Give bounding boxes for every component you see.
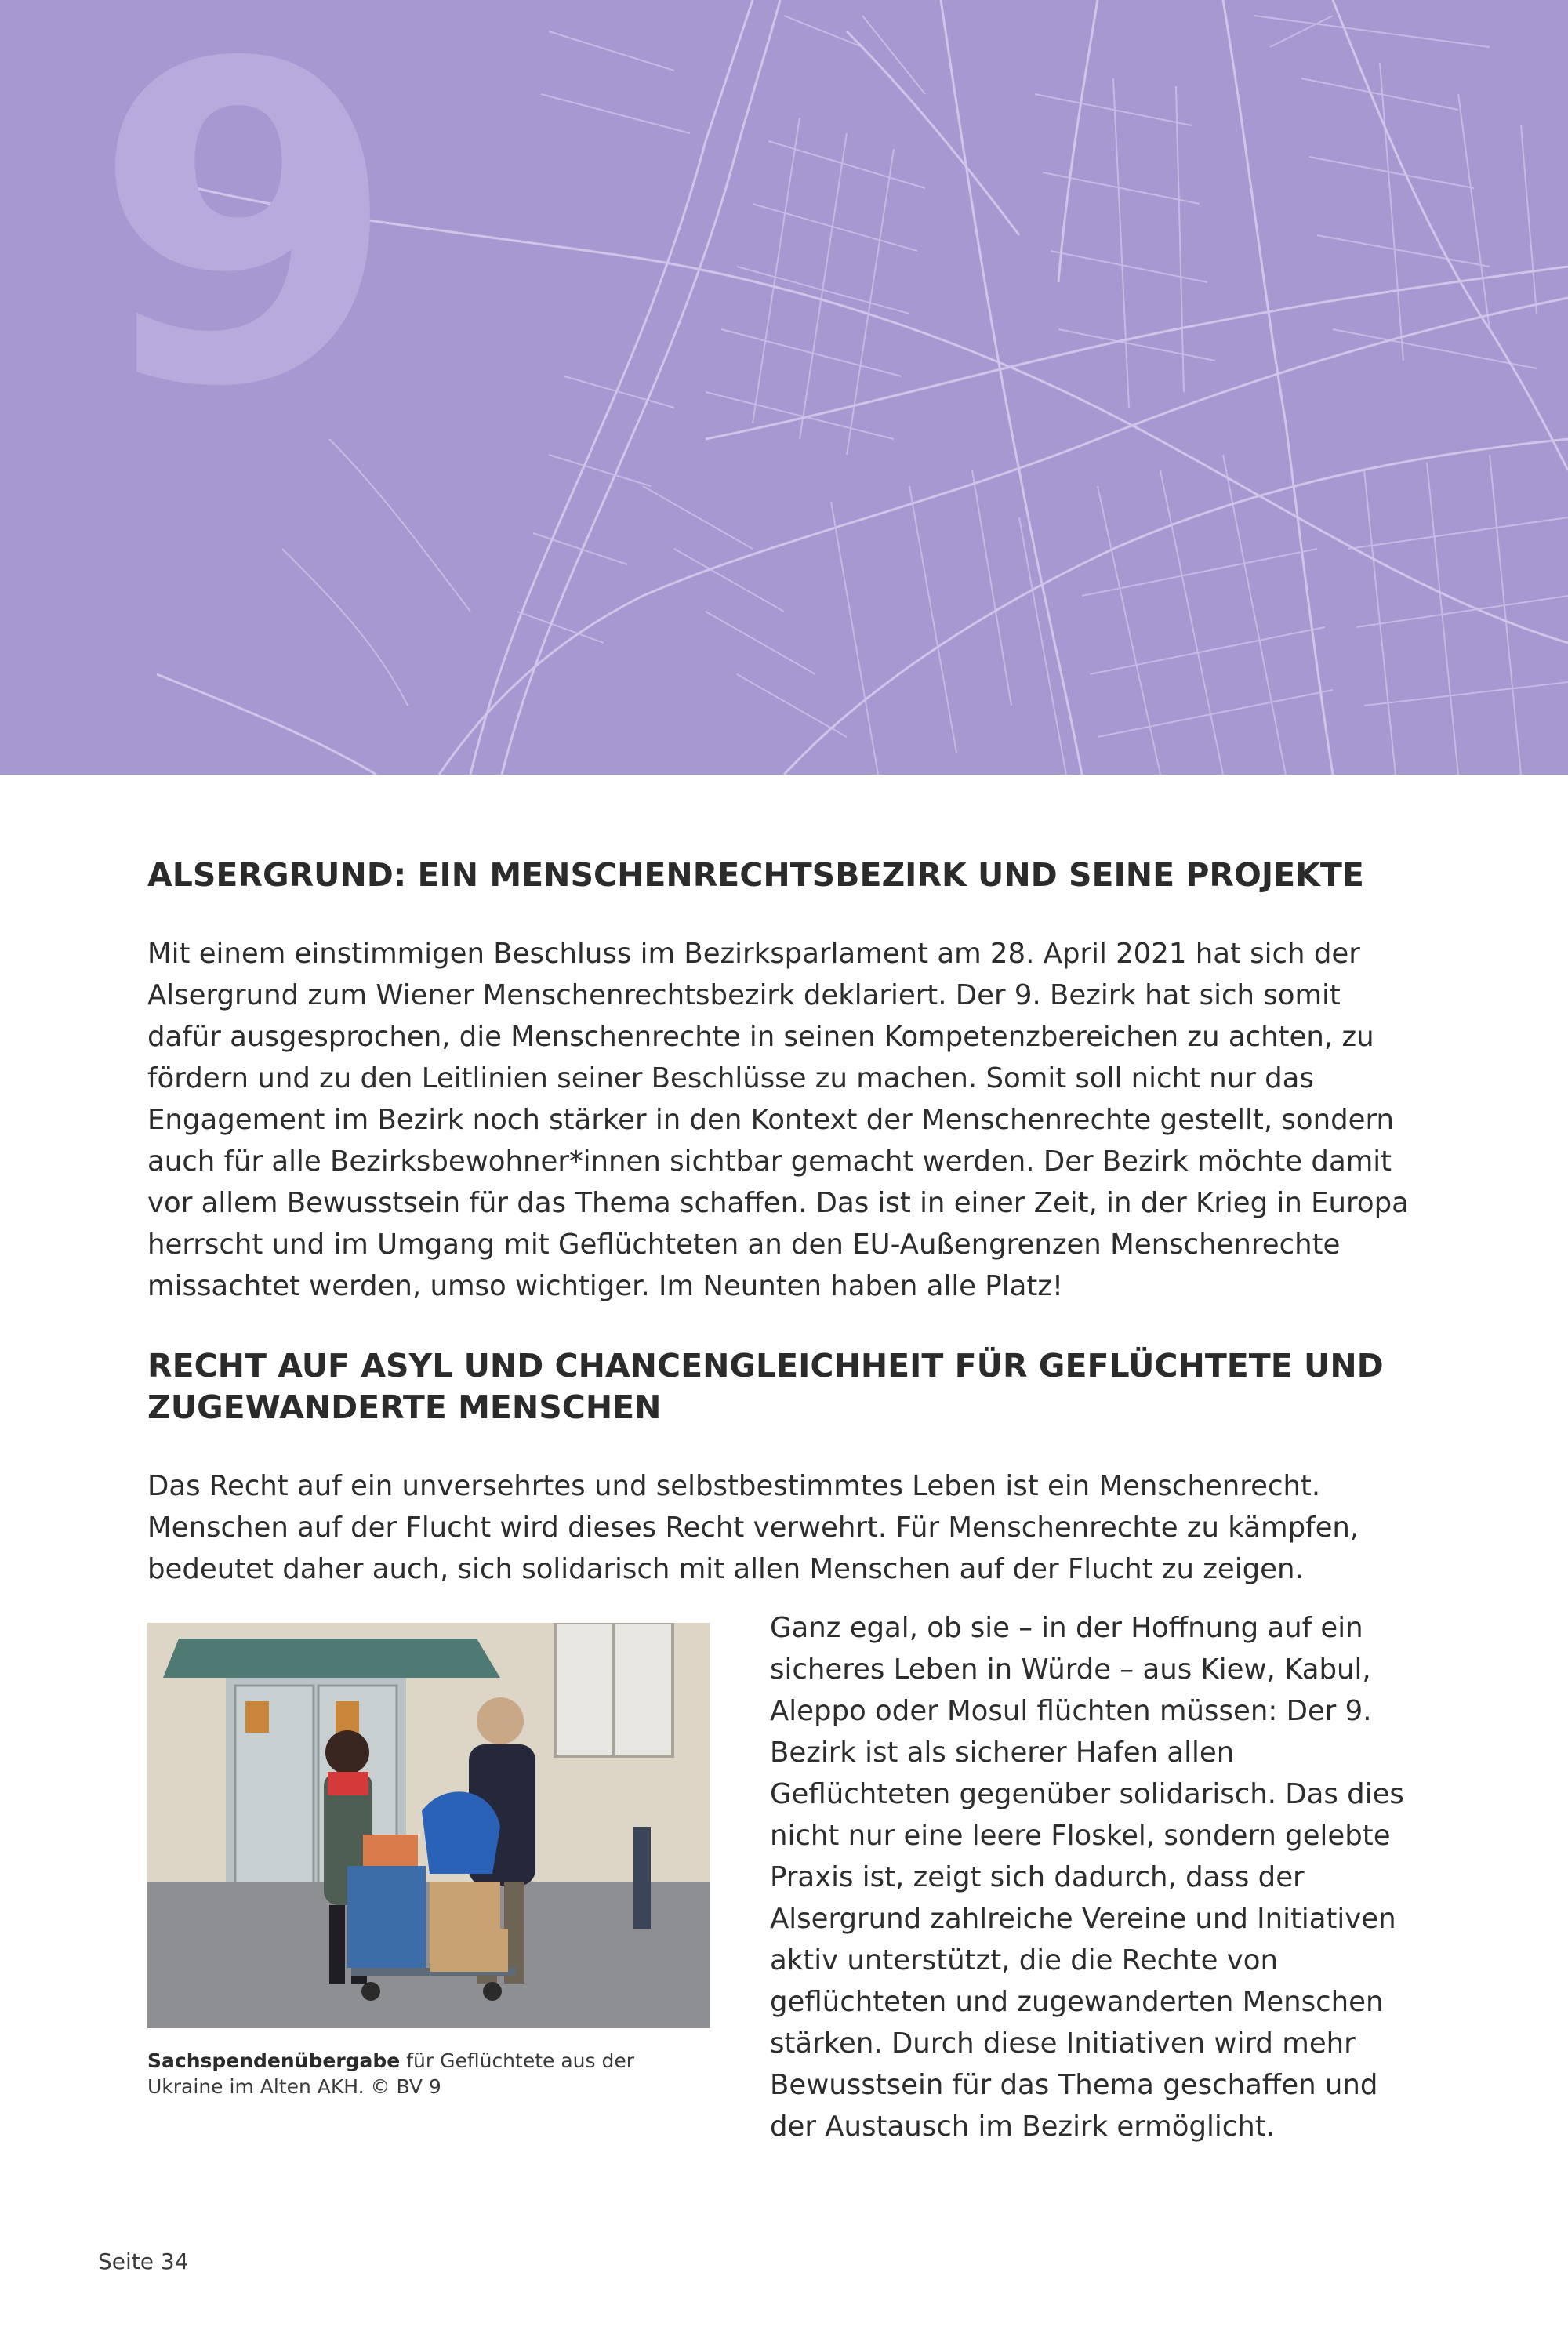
section-2-paragraph: Das Recht auf ein unversehrtes und selbstbestimmtes Leben ist ein Menschenrecht. Menschen auf der Flucht wird dieses Recht verwehrt. Für Menschenrechte zu kämpfen, bedeutet daher auch, sich solidarisch mit allen Menschen auf der Flucht zu zeigen. bbox=[147, 1470, 1359, 1585]
page-number: Seite 34 bbox=[98, 2249, 189, 2274]
caption-text: für Geflüchtete aus der Ukraine im Alten AKH. © BV 9 bbox=[147, 2049, 634, 2098]
header-banner bbox=[0, 0, 1568, 775]
section-2-body bbox=[147, 1465, 1421, 1590]
section-2-heading: RECHT AUF ASYL UND CHANCENGLEICHHEIT FÜR GEFLÜCHTETE UND ZUGEWANDERTE MENSCHEN bbox=[147, 1347, 1384, 1426]
district-number: 9 bbox=[93, 0, 390, 483]
section-2 bbox=[147, 1345, 1421, 1428]
donation-photo bbox=[147, 1623, 710, 2028]
section-2-side-paragraph: Ganz egal, ob sie – in der Hoffnung auf ein sicheres Leben in Würde – aus Kiew, Kabul, Aleppo oder Mosul flüchten müssen: Der 9. Bezirk ist als sicherer Hafen allen Geflüchteten gegenüber solidarisch. Das dies nicht nur eine leere Floskel, sondern gelebte Praxis ist, zeigt sich dadurch, dass der Alsergrund zahlreiche Vereine und Initiativen aktiv unterstützt, die die Rechte von geflüchteten und zugewanderten Menschen stärken. Durch diese Initiativen wird mehr Bewusstsein für das Thema geschaffen und der Austausch im Bezirk ermöglicht. bbox=[770, 1612, 1404, 2143]
section-1 bbox=[147, 855, 1421, 896]
section-1-paragraph: Mit einem einstimmigen Beschluss im Bezirksparlament am 28. April 2021 hat sich der Alsergrund zum Wiener Menschenrechtsbezirk deklariert. Der 9. Bezirk hat sich somit dafür ausgesprochen, die Menschenrechte in seinen Kompetenzbereichen zu achten, zu fördern und zu den Leitlinien seiner Beschlüsse zu machen. Somit soll nicht nur das Engagement im Bezirk noch stärker in den Kontext der Menschenrechte gestellt, sondern auch für alle Bezirksbewohner*innen sichtbar gemacht werden. Der Bezirk möchte damit vor allem Bewusstsein für das Thema schaffen. Das ist in einer Zeit, in der Krieg in Europa herrscht und im Umgang mit Geflüchteten an den EU-Außengrenzen Menschenrechte missachtet werden, umso wichtiger. Im Neunten haben alle Platz! bbox=[147, 938, 1409, 1302]
section-1-heading: ALSERGRUND: EIN MENSCHENRECHTSBEZIRK UND SEINE PROJEKTE bbox=[147, 856, 1364, 894]
section-1-body bbox=[147, 933, 1421, 1307]
photo-caption bbox=[147, 2048, 710, 2100]
caption-bold: Sachspendenübergabe bbox=[147, 2049, 401, 2072]
photo-illustration bbox=[147, 1623, 710, 2028]
